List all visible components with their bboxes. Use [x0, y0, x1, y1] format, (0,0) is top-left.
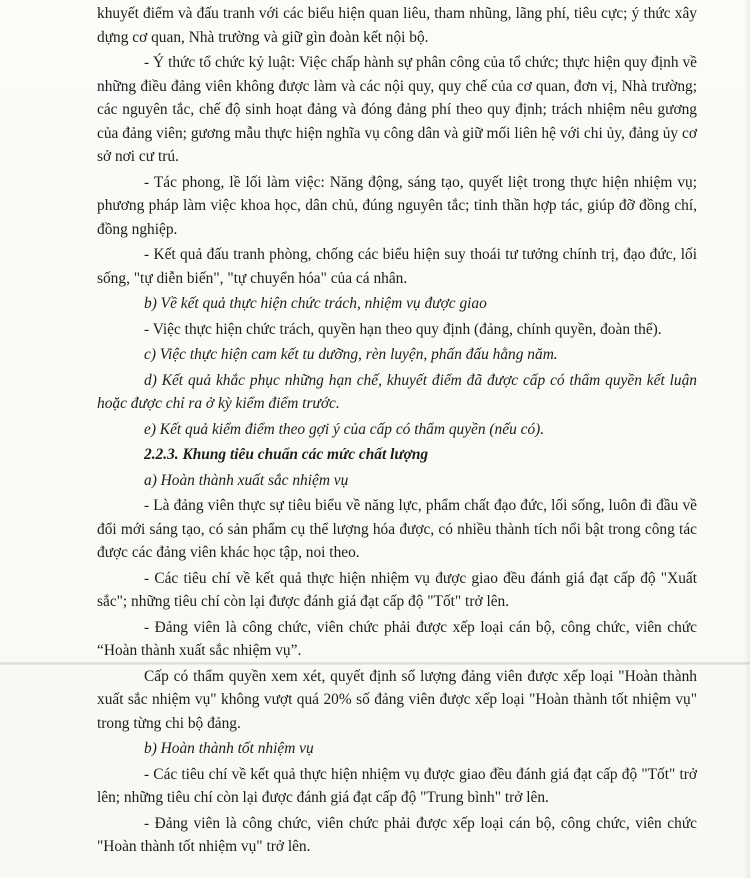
section-heading-2-2-3: 2.2.3. Khung tiêu chuẩn các mức chất lượng	[144, 446, 429, 463]
paragraph-good-criteria: - Các tiêu chí về kết quả thực hiện nhiệm vụ được giao đều đánh giá đạt cấp độ "Tốt" trở lên; những tiêu chí còn lại được đánh giá đạt cấp độ "Trung bình" trở lên.	[97, 765, 697, 806]
subheading-c-commitment: c) Việc thực hiện cam kết tu dưỡng, rèn luyện, phấn đấu hằng năm.	[144, 346, 558, 363]
scan-edge-shadow	[744, 0, 750, 878]
document-body	[97, 2, 697, 859]
paragraph-civil-servant-excellent: - Đảng viên là công chức, viên chức phải được xếp loại cán bộ, công chức, viên chức “Hoàn thành xuất sắc nhiệm vụ”.	[97, 618, 697, 659]
paragraph-excellent-criteria: - Các tiêu chí về kết quả thực hiện nhiệm vụ được giao đều đánh giá đạt cấp độ "Xuất sắc"; những tiêu chí còn lại được đánh giá đạt cấp độ "Tốt" trở lên.	[97, 569, 697, 610]
paragraph-struggle-results: - Kết quả đấu tranh phòng, chống các biểu hiện suy thoái tư tưởng chính trị, đạo đức, lối sống, "tự diễn biến", "tự chuyển hóa" của cá nhân.	[97, 246, 697, 287]
paragraph-quota: Cấp có thẩm quyền xem xét, quyết định số lượng đảng viên được xếp loại "Hoàn thành xuất sắc nhiệm vụ" không vượt quá 20% số đảng viên được xếp loại "Hoàn thành tốt nhiệm vụ" trong từng chi bộ đảng.	[97, 667, 697, 732]
paragraph-civil-servant-good: - Đảng viên là công chức, viên chức phải được xếp loại cán bộ, công chức, viên chức "Hoàn thành tốt nhiệm vụ" trở lên.	[97, 814, 697, 855]
paragraph-working-style: - Tác phong, lề lối làm việc: Năng động, sáng tạo, quyết liệt trong thực hiện nhiệm vụ; phương pháp làm việc khoa học, dân chủ, đúng nguyên tắc; tinh thần hợp tác, giúp đỡ đồng chí, đồng nghiệp.	[97, 173, 697, 238]
subheading-d-remedy: d) Kết quả khắc phục những hạn chế, khuyết điểm đã được cấp có thẩm quyền kết luận hoặc được chỉ ra ở kỳ kiểm điểm trước.	[97, 371, 697, 412]
subheading-b-good: b) Hoàn thành tốt nhiệm vụ	[144, 740, 314, 757]
paragraph-responsibilities: - Việc thực hiện chức trách, quyền hạn theo quy định (đảng, chính quyền, đoàn thể).	[144, 320, 662, 338]
paragraph-exemplary-member: - Là đảng viên thực sự tiêu biểu về năng lực, phẩm chất đạo đức, lối sống, luôn đi đầu về đổi mới sáng tạo, có sản phẩm cụ thể lượng hóa được, có nhiều thành tích nổi bật trong công tác được các đảng viên khác học tập, noi theo.	[97, 497, 697, 561]
subheading-a-excellent: a) Hoàn thành xuất sắc nhiệm vụ	[144, 471, 349, 489]
subheading-b-duties: b) Về kết quả thực hiện chức trách, nhiệm vụ được giao	[144, 295, 487, 312]
paragraph-continuation: khuyết điểm và đấu tranh với các biểu hiện quan liêu, tham nhũng, lãng phí, tiêu cực; ý thức xây dựng cơ quan, Nhà trường và giữ gìn đoàn kết nội bộ.	[97, 5, 697, 46]
paragraph-discipline: - Ý thức tổ chức kỷ luật: Việc chấp hành sự phân công của tổ chức; thực hiện quy định về những điều đảng viên không được làm và các nội quy, quy chế của cơ quan, đơn vị, Nhà trường; các nguyên tắc, chế độ sinh hoạt đảng và đóng đảng phí theo quy định; trách nhiệm nêu gương của đảng viên; gương mẫu thực hiện nghĩa vụ công dân và giữ mối liên hệ với chi ủy, đảng ủy cơ sở nơi cư trú.	[97, 54, 697, 165]
subheading-e-review: e) Kết quả kiểm điểm theo gợi ý của cấp có thẩm quyền (nếu có).	[144, 420, 545, 438]
